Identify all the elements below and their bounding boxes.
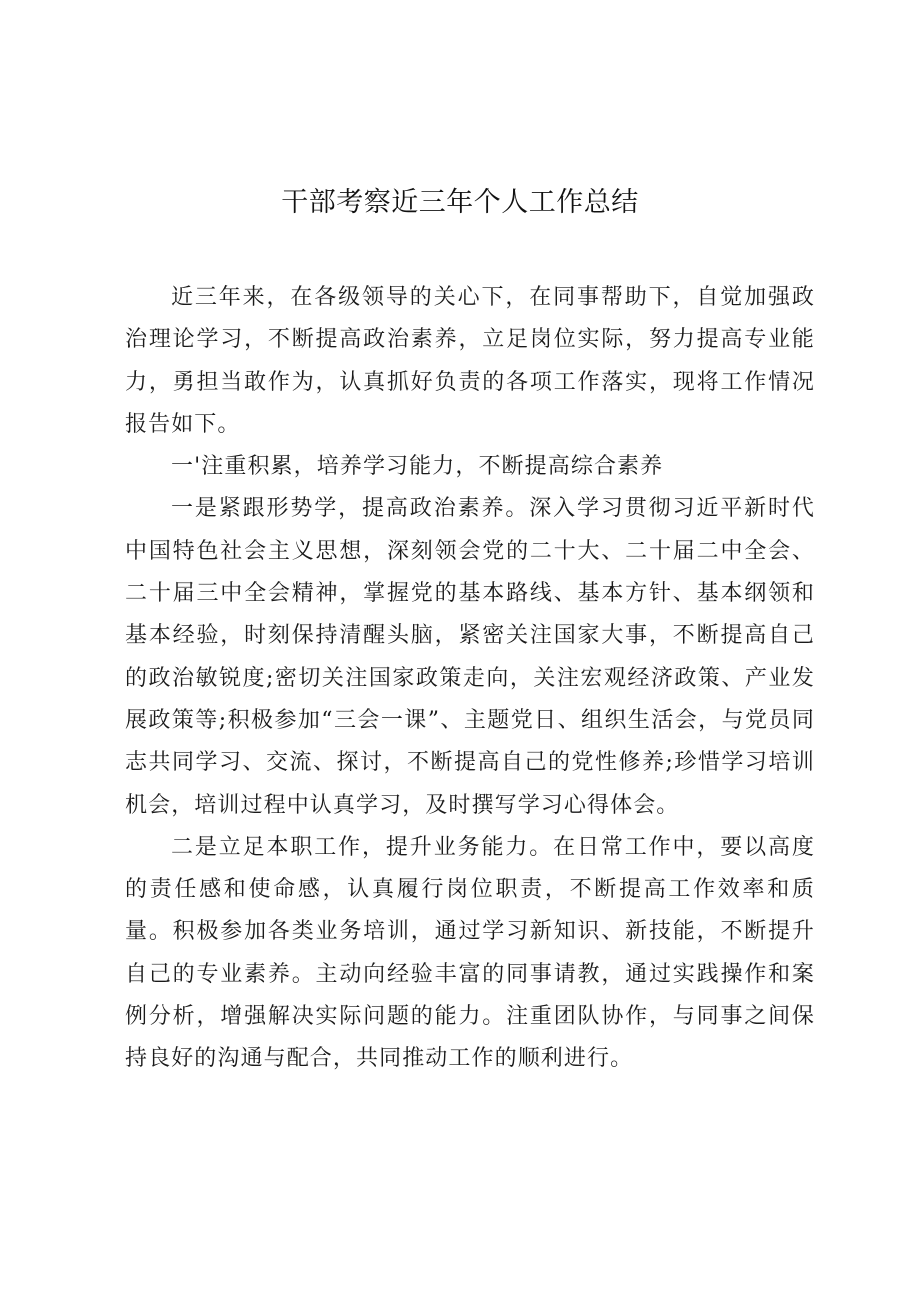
section-heading: 一'注重积累，培养学习能力，不断提高综合素养 [171,454,664,480]
document-title: 干部考察近三年个人工作总结 [281,187,639,218]
intro-paragraph: 近三年来，在各级领导的关心下，在同事帮助下，自觉加强政治理论学习，不断提高政治素养，立足岗位实际，努力提高专业能力，勇担当敢作为，认真抓好负责的各项工作落实，现将工作情况报告如下。 [125,285,815,437]
document-body [125,277,815,1081]
body-paragraph-1: 一是紧跟形势学，提高政治素养。深入学习贯彻习近平新时代中国特色社会主义思想，深刻领会党的二十大、二十届二中全会、二十届三中全会精神，掌握党的基本路线、基本方针、基本纲领和基本经验，时刻保持清醒头脑，紧密关注国家大事，不断提高自己的政治敏锐度;密切关注国家政策走向，关注宏观经济政策、产业发展政策等;积极参加“三会一课”、主题党日、组织生活会，与党员同志共同学习、交流、探讨，不断提高自己的党性修养;珍惜学习培训机会，培训过程中认真学习，及时撰写学习心得体会。 [125,496,815,818]
body-paragraph-2: 二是立足本职工作，提升业务能力。在日常工作中，要以高度的责任感和使命感，认真履行岗位职责，不断提高工作效率和质量。积极参加各类业务培训，通过学习新知识、新技能，不断提升自己的专业素养。主动向经验丰富的同事请教，通过实践操作和案例分析，增强解决实际问题的能力。注重团队协作，与同事之间保持良好的沟通与配合，共同推动工作的顺利进行。 [125,834,815,1072]
